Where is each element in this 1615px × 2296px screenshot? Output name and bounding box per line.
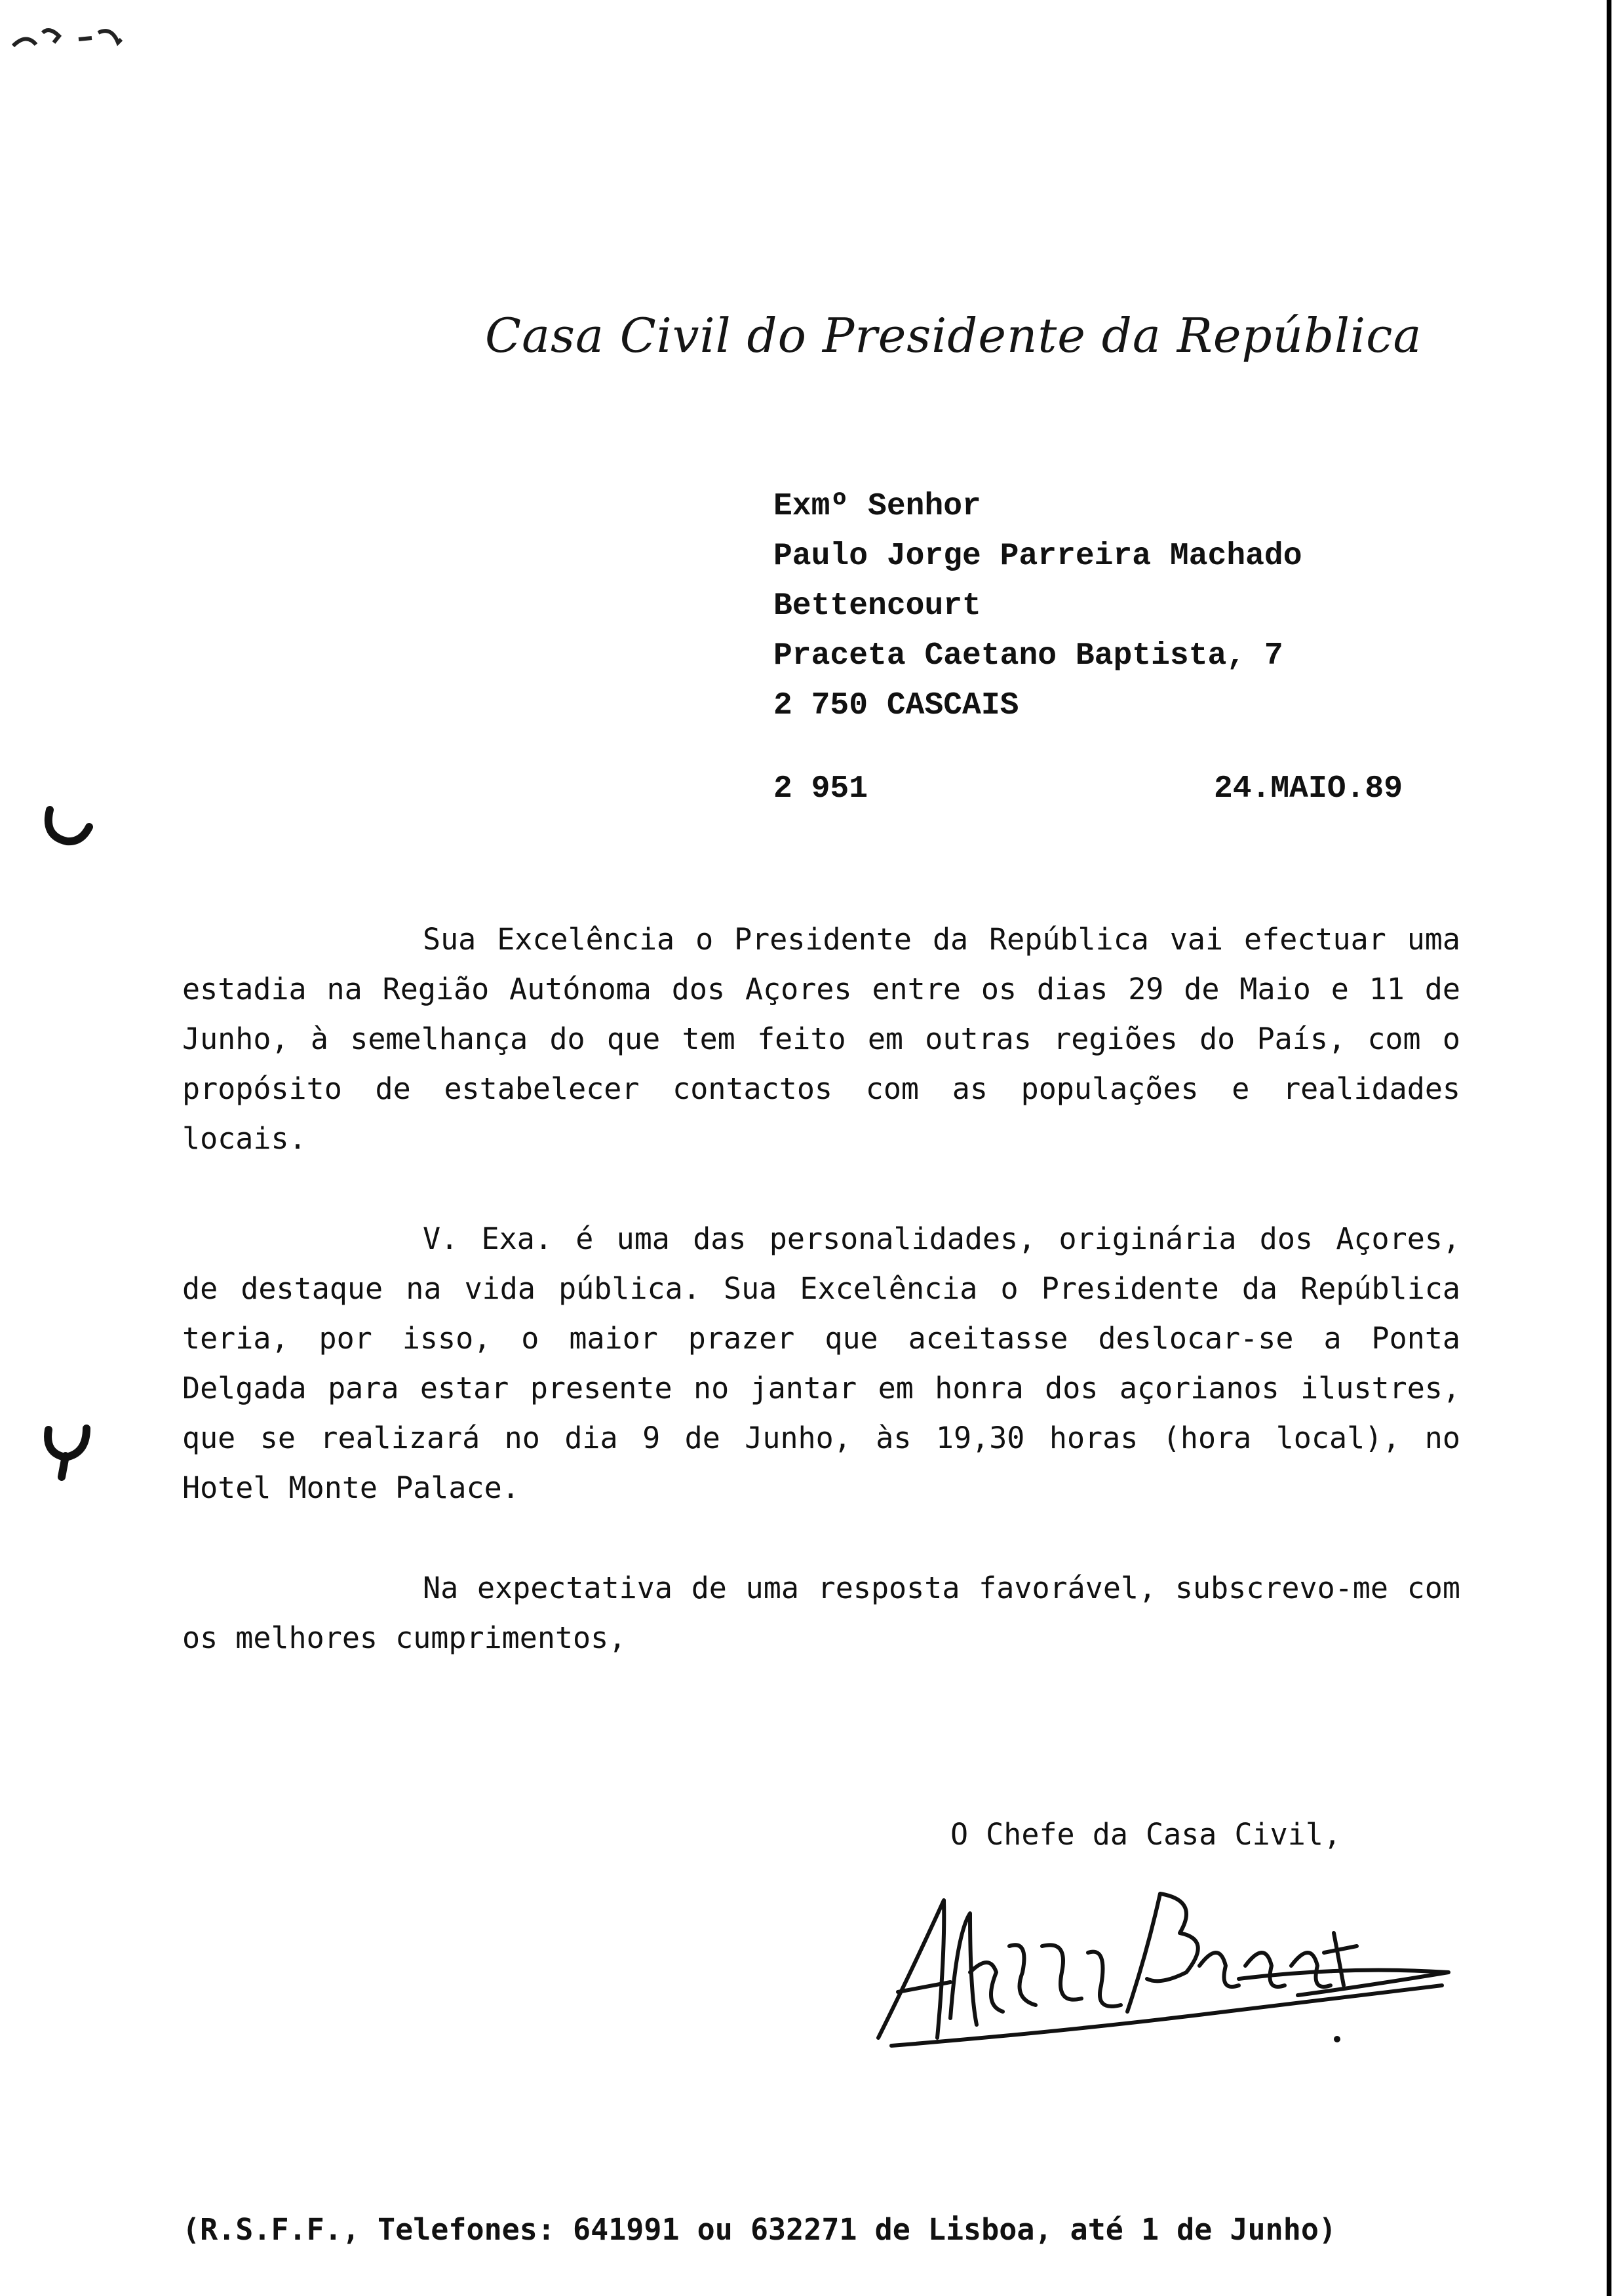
recipient-city: 2 750 CASCAIS [773,688,1019,723]
recipient-salutation: Exmº Senhor [773,489,981,524]
hole-punch-mark-bottom-icon [41,1417,93,1482]
right-edge-line [1603,0,1615,2296]
recipient-name-line1: Paulo Jorge Parreira Machado [773,539,1302,574]
paragraph-text: Sua Excelência o Presidente da República vai efectuar uma estadia na Região Autónoma dos Açores entre os dias 29 de Maio e 11 de Junho, à semelhança do que tem feito em outras regiões do País, com o propósito de estabelecer contactos com as populações e realidades locais. [182,922,1460,1156]
paragraph-text: V. Exa. é uma das personalidades, originária dos Açores, de destaque na vida pública. Sua Excelência o Presidente da República teria, por isso, o maior prazer que aceitasse deslocar-se a Ponta Delgada para estar presente no jantar em honra dos açorianos ilustres, que se realizará no dia 9 de Junho, às 19,30 horas (hora local), no Hotel Monte Palace. [182,1221,1460,1505]
footer-note: (R.S.F.F., Telefones: 641991 ou 632271 de Lisboa, até 1 de Junho) [182,2212,1336,2247]
recipient-address [773,482,1302,731]
reference-number: 2 951 [773,771,868,807]
recipient-name-line2: Bettencourt [773,588,981,624]
signatory-title: O Chefe da Casa Civil, [950,1817,1342,1852]
body-paragraph-2 [182,1214,1460,1513]
recipient-street: Praceta Caetano Baptista, 7 [773,638,1283,674]
scan-mark-top-left-icon [7,13,151,52]
body-paragraph-1 [182,915,1460,1164]
hole-punch-mark-top-icon [41,801,93,853]
handwritten-signature-icon [872,1874,1462,2071]
paragraph-text: Na expectativa de uma resposta favorável, subscrevo-me com os melhores cumprimentos, [182,1571,1460,1655]
letter-date: 24.MAIO.89 [1213,771,1403,807]
body-paragraph-3 [182,1563,1460,1663]
letterhead-title: Casa Civil do Presidente da República [485,308,1422,363]
